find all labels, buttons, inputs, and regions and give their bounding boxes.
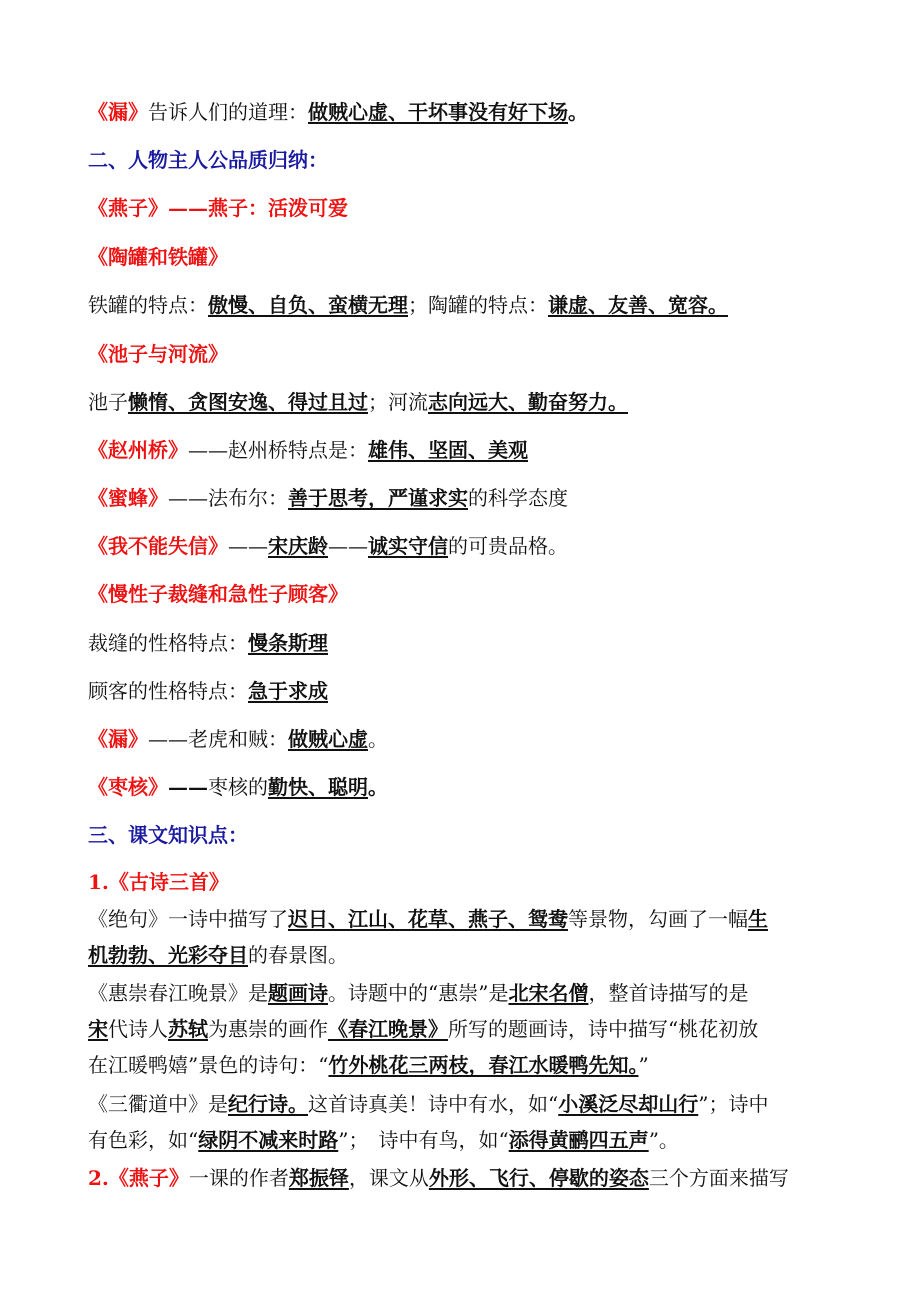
qudao-line-1 bbox=[88, 1089, 848, 1119]
answer: 做贼心虚 bbox=[288, 727, 368, 751]
lesson-title: 《我不能失信》 bbox=[88, 534, 228, 558]
caifeng-line bbox=[88, 628, 848, 658]
text: 铁罐的特点： bbox=[88, 293, 208, 317]
answer: 宋庆龄 bbox=[268, 534, 328, 558]
lesson-title: 《蜜蜂》 bbox=[88, 486, 168, 510]
answer: 外形、飞行、停歇的姿态 bbox=[428, 1166, 649, 1190]
lesson-title: 《漏》 bbox=[88, 727, 148, 751]
text: 所写的题画诗，诗中描写“桃花初放 bbox=[448, 1017, 759, 1041]
answer: 做贼心虚、干坏事没有好下场 bbox=[308, 100, 568, 124]
answer: 纪行诗。 bbox=[228, 1092, 308, 1116]
section-heading-2: 二、人物主人公品质归纳： bbox=[88, 148, 328, 172]
zaohe-line bbox=[88, 772, 848, 802]
guke-line bbox=[88, 676, 848, 706]
lesson-title: 《漏》 bbox=[88, 100, 148, 124]
text: 在江暖鸭嬉”景色的诗句：“ bbox=[88, 1053, 329, 1077]
text: ，整首诗描写的是 bbox=[588, 981, 749, 1005]
answer: 懒惰、贪图安逸、得过且过 bbox=[128, 390, 368, 414]
zhaozhou-line bbox=[88, 435, 848, 465]
text: 《惠崇春江晚景》是 bbox=[88, 981, 268, 1005]
lesson-title: 《赵州桥》 bbox=[88, 438, 188, 462]
answer: 傲慢、自负、蛮横无理 bbox=[208, 293, 408, 317]
huichong-line-2 bbox=[88, 1014, 848, 1044]
lou-moral-line bbox=[88, 97, 848, 127]
yanzi-line: 《燕子》——燕子：活泼可爱 bbox=[88, 196, 348, 220]
text: ；陶罐的特点： bbox=[408, 293, 548, 317]
text: 。诗题中的“惠崇”是 bbox=[328, 981, 509, 1005]
text: 有色彩，如“ bbox=[88, 1128, 199, 1152]
answer: 诚实守信 bbox=[368, 534, 448, 558]
text: ”；诗中 bbox=[698, 1092, 769, 1116]
mifeng-line bbox=[88, 483, 848, 513]
answer: 勤快、聪明 bbox=[268, 775, 368, 799]
answer: 机勃勃、光彩夺目 bbox=[88, 943, 248, 967]
text: ——赵州桥特点是： bbox=[188, 438, 368, 462]
huichong-line-3 bbox=[88, 1050, 848, 1080]
text: 三个方面来描写 bbox=[648, 1166, 789, 1190]
text: ，课文从 bbox=[348, 1166, 429, 1190]
text: ——老虎和贼： bbox=[148, 727, 288, 751]
text: 裁缝的性格特点： bbox=[88, 631, 248, 655]
answer: 郑振铎 bbox=[288, 1166, 349, 1190]
text: 的科学态度 bbox=[468, 486, 568, 510]
answer: 《春江晚景》 bbox=[328, 1017, 448, 1041]
gushi-title: 1.《古诗三首》 bbox=[88, 870, 229, 894]
answer: 善于思考，严谨求实 bbox=[288, 486, 468, 510]
text: 一课的作者 bbox=[188, 1166, 289, 1190]
text: 的春景图。 bbox=[248, 943, 348, 967]
text: 的可贵品格。 bbox=[448, 534, 568, 558]
jueju-line-1 bbox=[88, 904, 848, 934]
answer: 谦虚、友善、宽容。 bbox=[548, 293, 728, 317]
answer: 雄伟、坚固、美观 bbox=[368, 438, 528, 462]
answer: 苏轼 bbox=[168, 1017, 208, 1041]
text: 枣核的 bbox=[208, 775, 268, 799]
lesson-title: 2.《燕子》 bbox=[88, 1166, 189, 1190]
jueju-line-2 bbox=[88, 940, 848, 970]
text: 。 bbox=[368, 775, 388, 799]
answer: 生 bbox=[748, 907, 768, 931]
text: ——法布尔： bbox=[168, 486, 288, 510]
text: 池子 bbox=[88, 390, 128, 414]
tieguan-line bbox=[88, 290, 848, 320]
taoguan-title: 《陶罐和铁罐》 bbox=[88, 245, 228, 269]
text: ”； 诗中有鸟，如“ bbox=[338, 1128, 509, 1152]
text: —— bbox=[328, 534, 368, 558]
text: ” bbox=[638, 1053, 649, 1077]
text: 《绝句》一诗中描写了 bbox=[88, 907, 288, 931]
answer: 北宋名僧 bbox=[508, 981, 589, 1005]
huichong-line-1 bbox=[88, 978, 848, 1008]
chizi-line bbox=[88, 387, 848, 417]
qudao-line-2 bbox=[88, 1125, 848, 1155]
text: —— bbox=[228, 534, 268, 558]
shixin-line bbox=[88, 531, 848, 561]
chizi-title: 《池子与河流》 bbox=[88, 342, 228, 366]
text: 这首诗真美！诗中有水，如“ bbox=[308, 1092, 559, 1116]
text: 告诉人们的道理： bbox=[148, 100, 308, 124]
lou-character-line bbox=[88, 724, 848, 754]
yanzi-author-line bbox=[88, 1163, 848, 1193]
text: —— bbox=[168, 775, 208, 799]
answer: 题画诗 bbox=[268, 981, 328, 1005]
lesson-title: 《枣核》 bbox=[88, 775, 168, 799]
text: 为惠崇的画作 bbox=[208, 1017, 328, 1041]
caifeng-title: 《慢性子裁缝和急性子顾客》 bbox=[88, 582, 348, 606]
text: 顾客的性格特点： bbox=[88, 679, 248, 703]
text: 。 bbox=[368, 727, 388, 751]
answer: 急于求成 bbox=[248, 679, 328, 703]
text: 等景物，勾画了一幅 bbox=[568, 907, 748, 931]
answer: 慢条斯理 bbox=[248, 631, 328, 655]
text: ”。 bbox=[648, 1128, 679, 1152]
text: 代诗人 bbox=[108, 1017, 168, 1041]
section-heading-3: 三、课文知识点： bbox=[88, 823, 248, 847]
answer: 竹外桃花三两枝，春江水暖鸭先知。 bbox=[328, 1053, 639, 1077]
text: 《三衢道中》是 bbox=[88, 1092, 228, 1116]
answer: 宋 bbox=[88, 1017, 108, 1041]
answer: 绿阴不减来时路 bbox=[198, 1128, 339, 1152]
answer: 志向远大、勤奋努力。 bbox=[428, 390, 628, 414]
text: 。 bbox=[568, 100, 588, 124]
text: ；河流 bbox=[368, 390, 428, 414]
answer: 小溪泛尽却山行 bbox=[558, 1092, 699, 1116]
answer: 迟日、江山、花草、燕子、鸳鸯 bbox=[288, 907, 568, 931]
answer: 添得黄鹂四五声 bbox=[508, 1128, 649, 1152]
